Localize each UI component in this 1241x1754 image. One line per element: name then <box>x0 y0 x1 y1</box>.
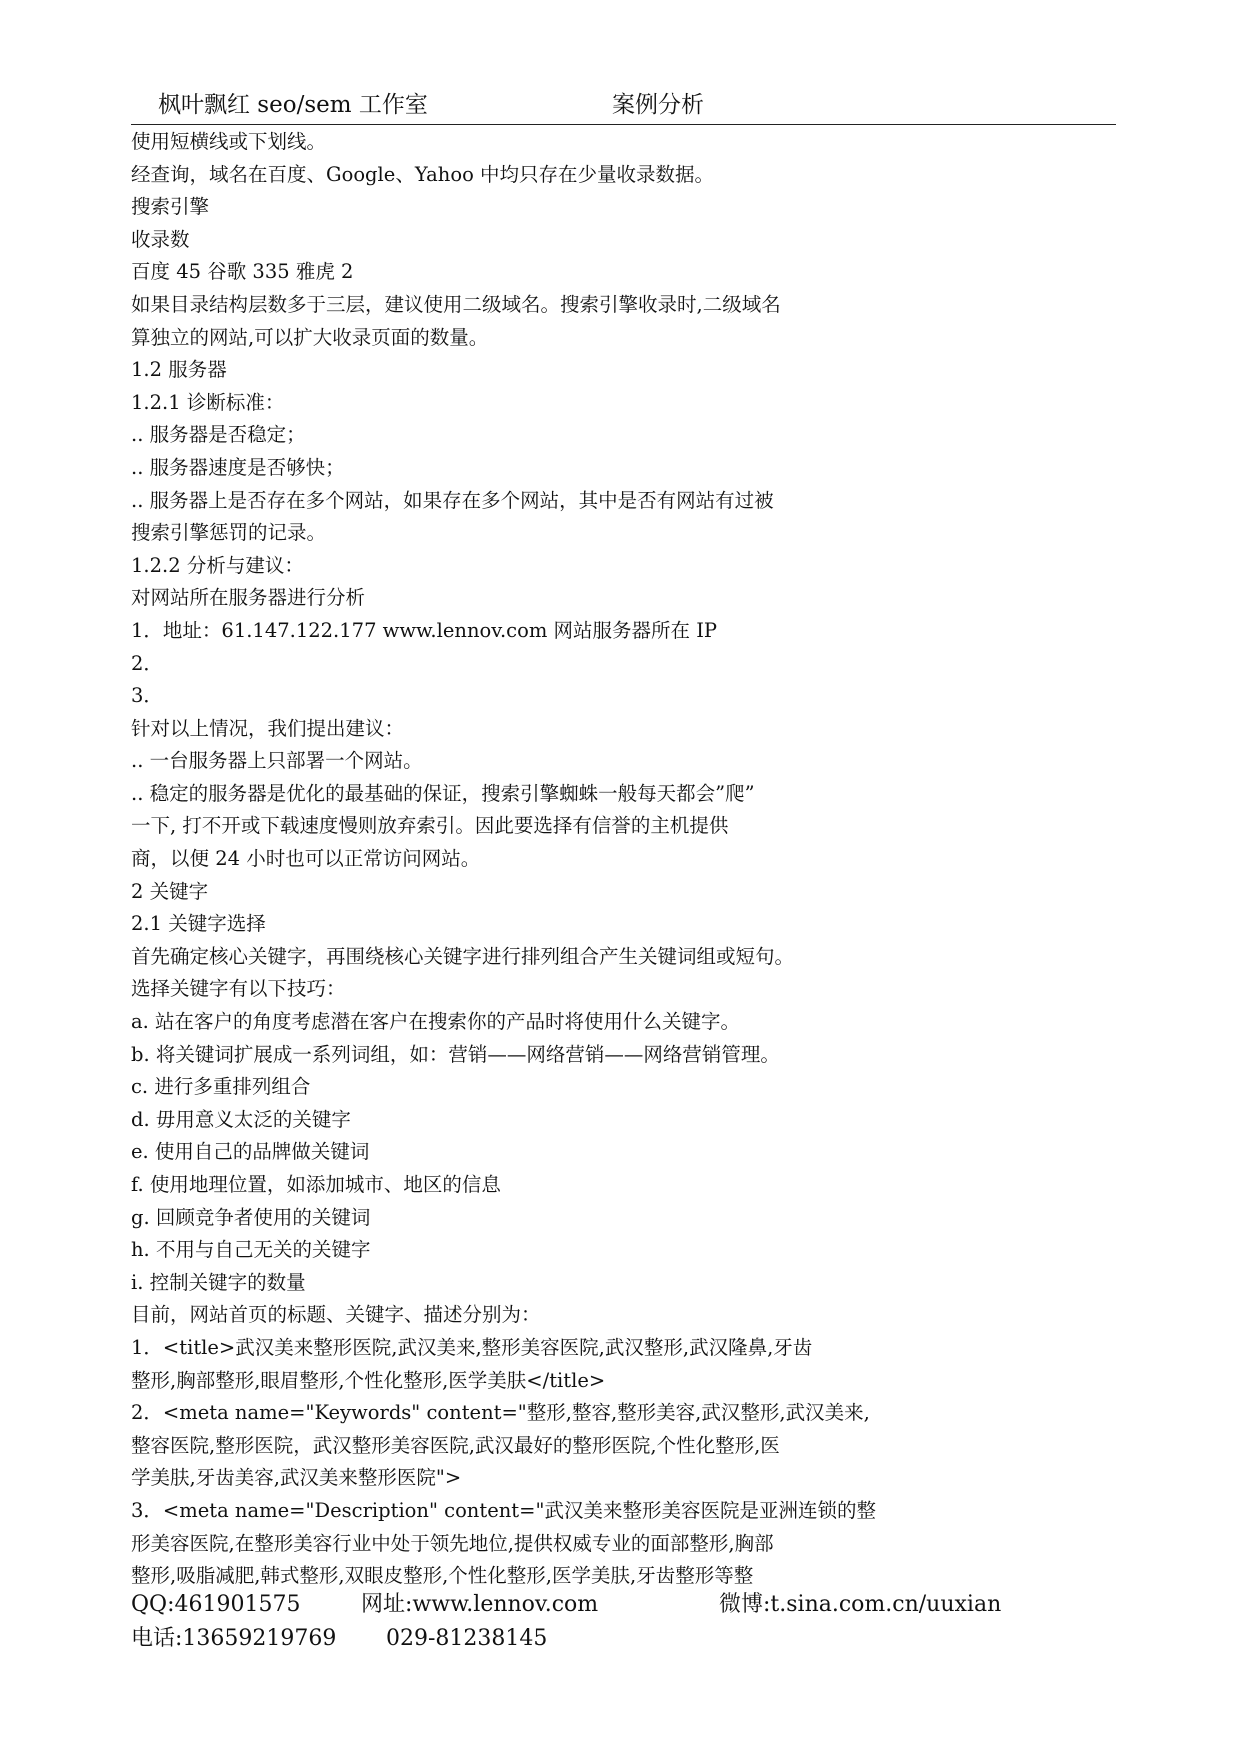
text-line: 选择关键字有以下技巧： <box>131 977 346 1001</box>
text-line: 整形,吸脂减肥,韩式整形,双眼皮整形,个性化整形,医学美肤,牙齿整形等整 <box>131 1564 754 1588</box>
list-item: d. 毋用意义太泛的关键字 <box>131 1107 351 1131</box>
footer-phone: 电话:13659219769 <box>131 1626 337 1651</box>
text-line: 收录数 <box>131 227 190 251</box>
text-line: 1．<title>武汉美来整形医院,武汉美来,整形美容医院,武汉整形,武汉隆鼻,牙齿 <box>131 1335 813 1359</box>
section-heading: 1.2 服务器 <box>131 358 227 382</box>
text-line: 商，以便 24 小时也可以正常访问网站。 <box>131 847 481 871</box>
text-line: .. 一台服务器上只部署一个网站。 <box>131 749 423 773</box>
subsection-heading: 2.1 关键字选择 <box>131 912 266 936</box>
text-line: 一下, 打不开或下载速度慢则放弃索引。因此要选择有信誉的主机提供 <box>131 814 729 838</box>
document-body <box>131 126 1101 1593</box>
text-line: 经查询，域名在百度、Google、Yahoo 中均只存在少量收录数据。 <box>131 162 715 186</box>
text-line: .. 服务器上是否存在多个网站，如果存在多个网站，其中是否有网站有过被 <box>131 488 774 512</box>
text-line: 搜索引擎惩罚的记录。 <box>131 521 327 545</box>
text-line: 如果目录结构层数多于三层，建议使用二级域名。搜索引擎收录时,二级域名 <box>131 292 781 316</box>
text-line: .. 服务器速度是否够快； <box>131 455 345 479</box>
list-item: a. 站在客户的角度考虑潜在客户在搜索你的产品时将使用什么关键字。 <box>131 1010 741 1034</box>
text-line: .. 稳定的服务器是优化的最基础的保证，搜索引擎蜘蛛一般每天都会”爬” <box>131 781 755 805</box>
footer-phone-2: 029-81238145 <box>386 1626 548 1651</box>
section-heading: 2 关键字 <box>131 879 209 903</box>
text-line: 对网站所在服务器进行分析 <box>131 586 366 610</box>
text-line: 3． <box>131 684 163 708</box>
list-item: g. 回顾竞争者使用的关键词 <box>131 1205 371 1229</box>
text-line: 3．<meta name="Description" content="武汉美来整形美容医院是亚洲连锁的整 <box>131 1498 876 1522</box>
list-item: b. 将关键词扩展成一系列词组，如：营销——网络营销——网络营销管理。 <box>131 1042 780 1066</box>
subsection-heading: 1.2.1 诊断标准： <box>131 390 285 414</box>
list-item: i. 控制关键字的数量 <box>131 1270 306 1294</box>
footer-weibo: 微博:t.sina.com.cn/uuxian <box>719 1592 1002 1617</box>
text-line: 1．地址：61.147.122.177 www.lennov.com 网站服务器所在 IP <box>131 618 718 642</box>
text-line: 2．<meta name="Keywords" content="整形,整容,整形美容,武汉整形,武汉美来, <box>131 1401 870 1425</box>
text-line: 整形,胸部整形,眼眉整形,个性化整形,医学美肤</title> <box>131 1368 606 1392</box>
text-line: 学美肤,牙齿美容,武汉美来整形医院"> <box>131 1466 462 1490</box>
footer-row-phone <box>131 1622 1116 1656</box>
footer-qq: QQ:461901575 <box>131 1592 301 1617</box>
footer-row-contact <box>131 1588 1116 1622</box>
list-item: c. 进行多重排列组合 <box>131 1075 311 1099</box>
text-line: 搜索引擎 <box>131 195 210 219</box>
text-line: 使用短横线或下划线。 <box>131 130 327 153</box>
text-line: .. 服务器是否稳定； <box>131 423 306 447</box>
text-line: 目前，网站首页的标题、关键字、描述分别为： <box>131 1303 541 1327</box>
list-item: f. 使用地理位置，如添加城市、地区的信息 <box>131 1173 501 1196</box>
text-line: 2． <box>131 651 163 675</box>
list-item: e. 使用自己的品牌做关键词 <box>131 1140 370 1164</box>
page-header <box>131 82 1116 125</box>
text-line: 针对以上情况，我们提出建议： <box>131 716 405 740</box>
header-section-title: 案例分析 <box>612 92 704 118</box>
text-line: 形美容医院,在整形美容行业中处于领先地位,提供权威专业的面部整形,胸部 <box>131 1531 774 1555</box>
list-item: h. 不用与自己无关的关键字 <box>131 1238 371 1262</box>
text-line: 百度 45 谷歌 335 雅虎 2 <box>131 260 354 284</box>
page-footer <box>131 1588 1116 1656</box>
footer-website: 网址:www.lennov.com <box>361 1592 599 1617</box>
text-line: 算独立的网站,可以扩大收录页面的数量。 <box>131 325 489 349</box>
header-studio-name: 枫叶飘红 seo/sem 工作室 <box>158 92 428 118</box>
text-line: 整容医院,整形医院，武汉整形美容医院,武汉最好的整形医院,个性化整形,医 <box>131 1433 780 1457</box>
subsection-heading: 1.2.2 分析与建议： <box>131 553 304 577</box>
text-line: 首先确定核心关键字，再围绕核心关键字进行排列组合产生关键词组或短句。 <box>131 944 795 968</box>
